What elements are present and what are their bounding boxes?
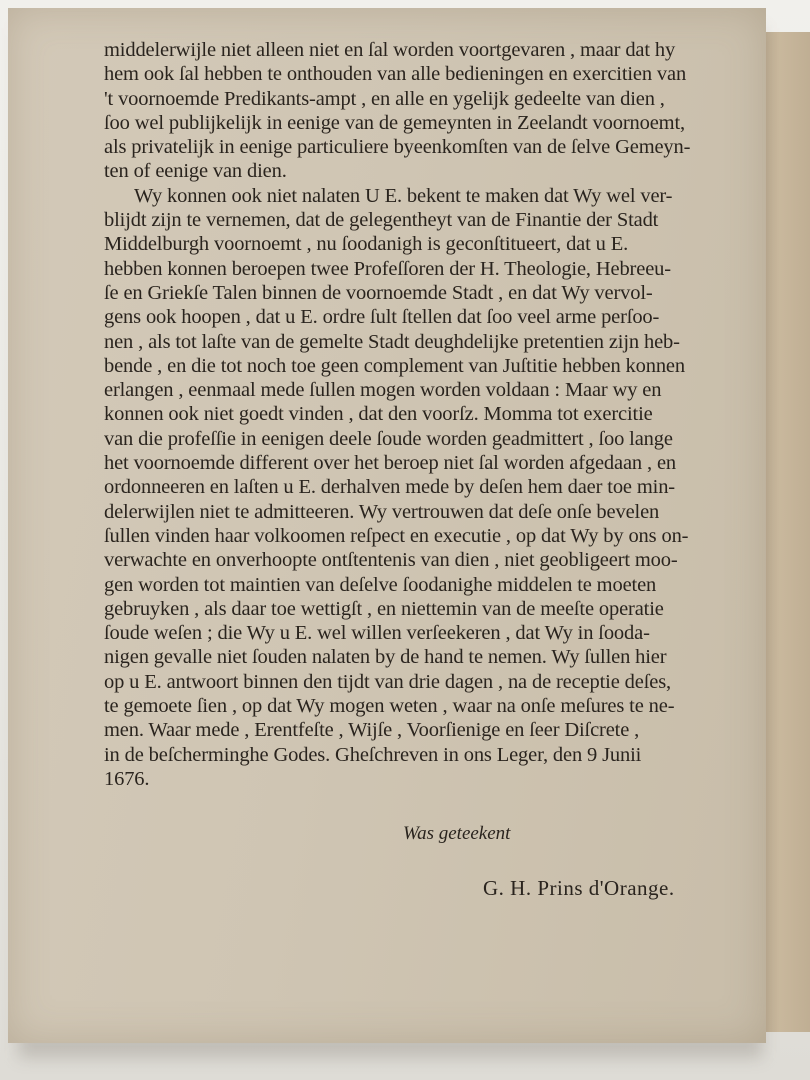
signature: G. H. Prins d'Orange. [483,876,675,900]
text-line: blijdt zijn te vernemen, dat de gelegentheyt van de Finantie der Stadt [104,209,659,232]
text-line: ſoude weſen ; die Wy u E. wel willen verſeekeren , dat Wy in ſooda- [104,622,650,645]
text-line: als privatelijk in eenige particuliere byeenkomſten van de ſelve Gemeyn- [104,136,691,159]
text-line: gens ook hoopen , dat u E. ordre ſult ſtellen dat ſoo veel arme perſoo- [104,306,660,329]
text-line: het voornoemde different over het beroep niet ſal worden afgedaan , en [104,452,676,475]
date-line: 1676. [104,767,150,790]
text-line: men. Waar mede , Erentfeſte , Wijſe , Voorſienige en ſeer Diſcrete , [104,719,640,742]
text-line: ſe en Griekſe Talen binnen de voornoemde Stadt , en dat Wy vervol- [104,281,653,304]
text-line: ordonneeren en laſten u E. derhalven mede by deſen hem daer toe min- [104,476,675,499]
text-line: delerwijlen niet te admitteeren. Wy vertrouwen dat deſe onſe bevelen [104,500,660,523]
text-line: ten of eenige van dien. [104,160,287,183]
text-line: in de beſcherminghe Godes. Gheſchreven in ons Leger, den 9 Junii [104,743,642,766]
signed-label: Was geteekent [403,823,511,844]
text-line: hebben konnen beroepen twee Profeſſoren der H. Theologie, Hebreeu- [104,257,671,280]
text-line: nigen gevalle niet ſouden nalaten by de hand te nemen. Wy ſullen hier [104,646,667,669]
text-line: gen worden tot maintien van deſelve ſoodanighe middelen te moeten [104,573,657,596]
text-line: ſullen vinden haar volkoomen reſpect en executie , op dat Wy by ons on- [104,524,689,547]
text-line: bende , en die tot noch toe geen complement van Juſtitie hebben konnen [104,354,685,377]
text-line: op u E. antwoort binnen den tijdt van drie dagen , na de receptie deſes, [104,670,671,693]
document-page [8,8,766,1043]
text-line: erlangen , eenmaal mede ſullen mogen worden voldaan : Maar wy en [104,379,662,402]
paragraph-start-line: Wy konnen ook niet nalaten U E. bekent te maken dat Wy wel ver- [134,184,673,207]
text-line: nen , als tot laſte van de gemelte Stadt deughdelijke pretentien zijn heb- [104,330,680,353]
text-line: 't voornoemde Predikants-ampt , en alle en ygelijk gedeelte van dien , [104,87,665,110]
text-line: te gemoete ſien , op dat Wy mogen weten , waar na onſe meſures te ne- [104,695,675,718]
text-line: middelerwijle niet alleen niet en ſal worden voortgevaren , maar dat hy [104,39,676,61]
text-line: van die profeſſie in eenigen deele ſoude worden geadmittert , ſoo lange [104,427,673,450]
text-line: Middelburgh voornoemt , nu ſoodanigh is geconſtitueert, dat u E. [104,233,629,256]
text-line: konnen ook niet goedt vinden , dat den voorſz. Momma tot exercitie [104,403,653,426]
text-line: ſoo wel publijkelijk in eenige van de gemeynten in Zeelandt voornoemt, [104,111,685,134]
text-line: gebruyken , als daar toe wettigſt , en niettemin van de meeſte operatie [104,597,664,620]
document-body [104,38,744,791]
text-line: hem ook ſal hebben te onthouden van alle bedieningen en exercitien van [104,63,687,86]
text-line: verwachte en onverhoopte ontſtentenis van dien , niet geobligeert moo- [104,549,678,572]
